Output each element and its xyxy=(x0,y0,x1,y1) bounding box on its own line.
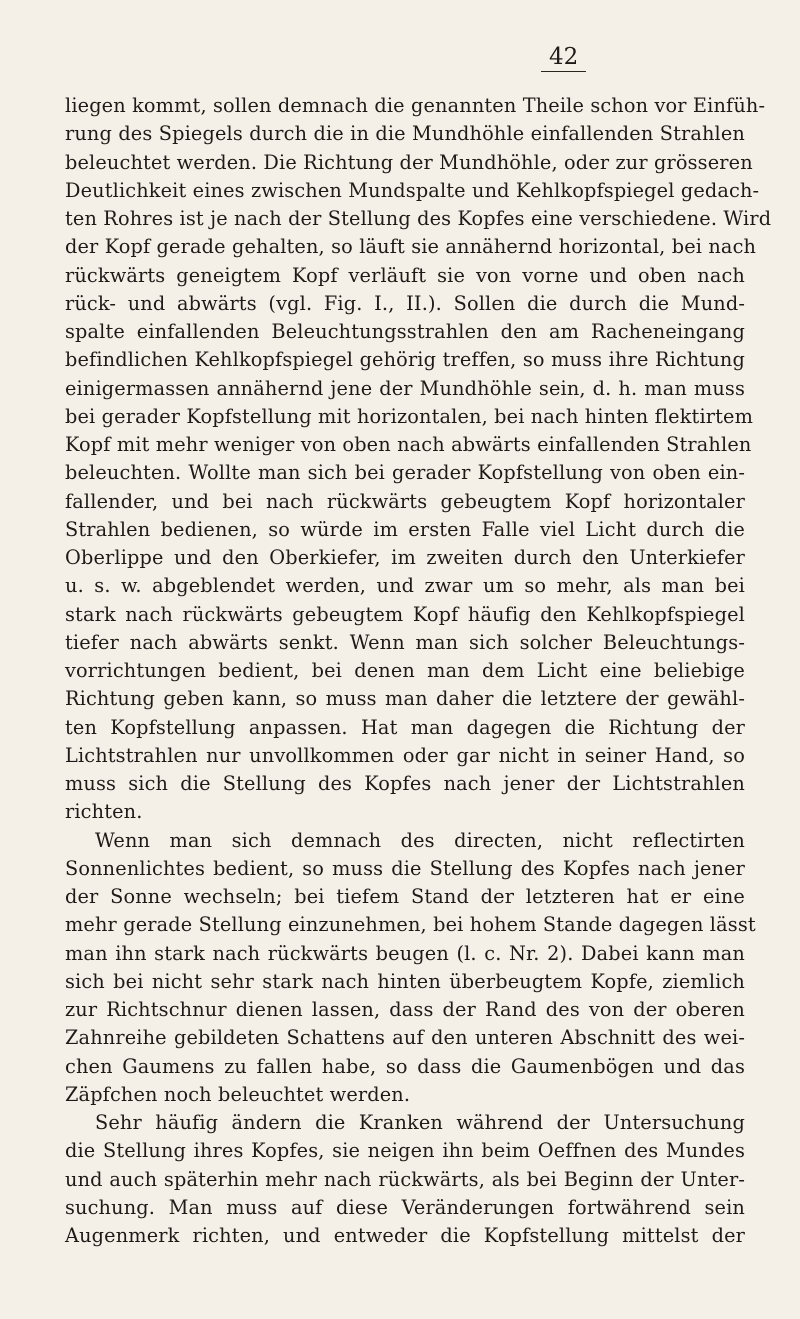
text-line: Wenn man sich demnach des directen, nicht reflectirten xyxy=(95,828,745,852)
text-line: zur Richtschnur dienen lassen, dass der Rand des von der oberen xyxy=(65,998,745,1021)
text-line: vorrichtungen bedient, bei denen man dem Licht eine beliebige xyxy=(65,659,745,682)
text-line: und auch späterhin mehr nach rückwärts, als bei Beginn der Unter- xyxy=(65,1167,745,1191)
text-line: ten Rohres ist je nach der Stellung des Kopfes eine verschiedene. Wird xyxy=(65,207,772,230)
text-line: Augenmerk richten, und entweder die Kopfstellung mittelst der xyxy=(65,1224,745,1247)
text-line: die Stellung ihres Kopfes, sie neigen ihn beim Oeffnen des Mundes xyxy=(65,1139,745,1163)
text-line: befindlichen Kehlkopfspiegel gehörig treffen, so muss ihre Richtung xyxy=(65,348,745,372)
text-line: suchung. Man muss auf diese Veränderungen fortwährend sein xyxy=(65,1195,745,1219)
text-line: der Sonne wechseln; bei tiefem Stand der letzteren hat er eine xyxy=(65,885,745,908)
text-line: Sonnenlichtes bedient, so muss die Stellung des Kopfes nach jener xyxy=(65,856,745,880)
text-line: stark nach rückwärts gebeugtem Kopf häufig den Kehlkopfspiegel xyxy=(65,602,745,626)
text-line: bei gerader Kopfstellung mit horizontalen, bei nach hinten flektirtem xyxy=(65,404,754,428)
text-line: fallender, und bei nach rückwärts gebeugtem Kopf horizontaler xyxy=(65,489,745,513)
text-line: Strahlen bedienen, so würde im ersten Falle viel Licht durch die xyxy=(65,517,745,541)
text-line: liegen kommt, sollen demnach die genannten Theile schon vor Einfüh- xyxy=(65,94,766,117)
text-line: Deutlichkeit eines zwischen Mundspalte und Kehlkopfspiegel gedach- xyxy=(65,178,760,202)
text-line: Zahnreihe gebildeten Schattens auf den unteren Abschnitt des wei- xyxy=(65,1026,745,1050)
text-line: der Kopf gerade gehalten, so läuft sie annähernd horizontal, bei nach xyxy=(65,235,757,259)
text-line: beleuchtet werden. Die Richtung der Mundhöhle, oder zur grösseren xyxy=(65,150,753,174)
text-line: man ihn stark nach rückwärts beugen (l. c. Nr. 2). Dabei kann man xyxy=(65,941,745,965)
text-line: u. s. w. abgeblendet werden, und zwar um so mehr, als man bei xyxy=(65,574,745,598)
text-line: rück- und abwärts (vgl. Fig. I., II.). Sollen die durch die Mund- xyxy=(65,291,745,315)
text-line: chen Gaumens zu fallen habe, so dass die Gaumenbögen und das xyxy=(65,1054,745,1078)
text-line: mehr gerade Stellung einzunehmen, bei hohem Stande dagegen lässt xyxy=(65,913,756,937)
text-line: tiefer nach abwärts senkt. Wenn man sich solcher Beleuchtungs- xyxy=(65,630,745,654)
text-line: Richtung geben kann, so muss man daher die letztere der gewähl- xyxy=(65,687,745,711)
text-line: Kopf mit mehr weniger von oben nach abwärts einfallenden Strahlen xyxy=(65,433,752,456)
body-text xyxy=(65,92,772,1250)
text-line: einigermassen annähernd jene der Mundhöhle sein, d. h. man muss xyxy=(65,376,745,400)
text-line: Oberlippe und den Oberkiefer, im zweiten durch den Unterkiefer xyxy=(65,546,745,569)
text-line: beleuchten. Wollte man sich bei gerader Kopfstellung von oben ein- xyxy=(65,461,745,485)
text-line: rückwärts geneigtem Kopf verläuft sie von vorne und oben nach xyxy=(65,263,745,287)
text-line: richten. xyxy=(65,800,143,824)
text-line: Lichtstrahlen nur unvollkommen oder gar nicht in seiner Hand, so xyxy=(65,743,745,767)
text-line: sich bei nicht sehr stark nach hinten überbeugtem Kopfe, ziemlich xyxy=(65,969,745,993)
text-line: rung des Spiegels durch die in die Mundhöhle einfallenden Strahlen xyxy=(65,122,745,146)
text-line: muss sich die Stellung des Kopfes nach jener der Lichtstrahlen xyxy=(65,772,745,795)
text-line: spalte einfallenden Beleuchtungsstrahlen den am Racheneingang xyxy=(65,320,745,343)
text-line: Sehr häufig ändern die Kranken während der Untersuchung xyxy=(95,1111,745,1134)
page-number: 42 xyxy=(541,44,586,72)
text-line: Zäpfchen noch beleuchtet werden. xyxy=(65,1082,411,1106)
text-line: ten Kopfstellung anpassen. Hat man dagegen die Richtung der xyxy=(65,715,745,739)
